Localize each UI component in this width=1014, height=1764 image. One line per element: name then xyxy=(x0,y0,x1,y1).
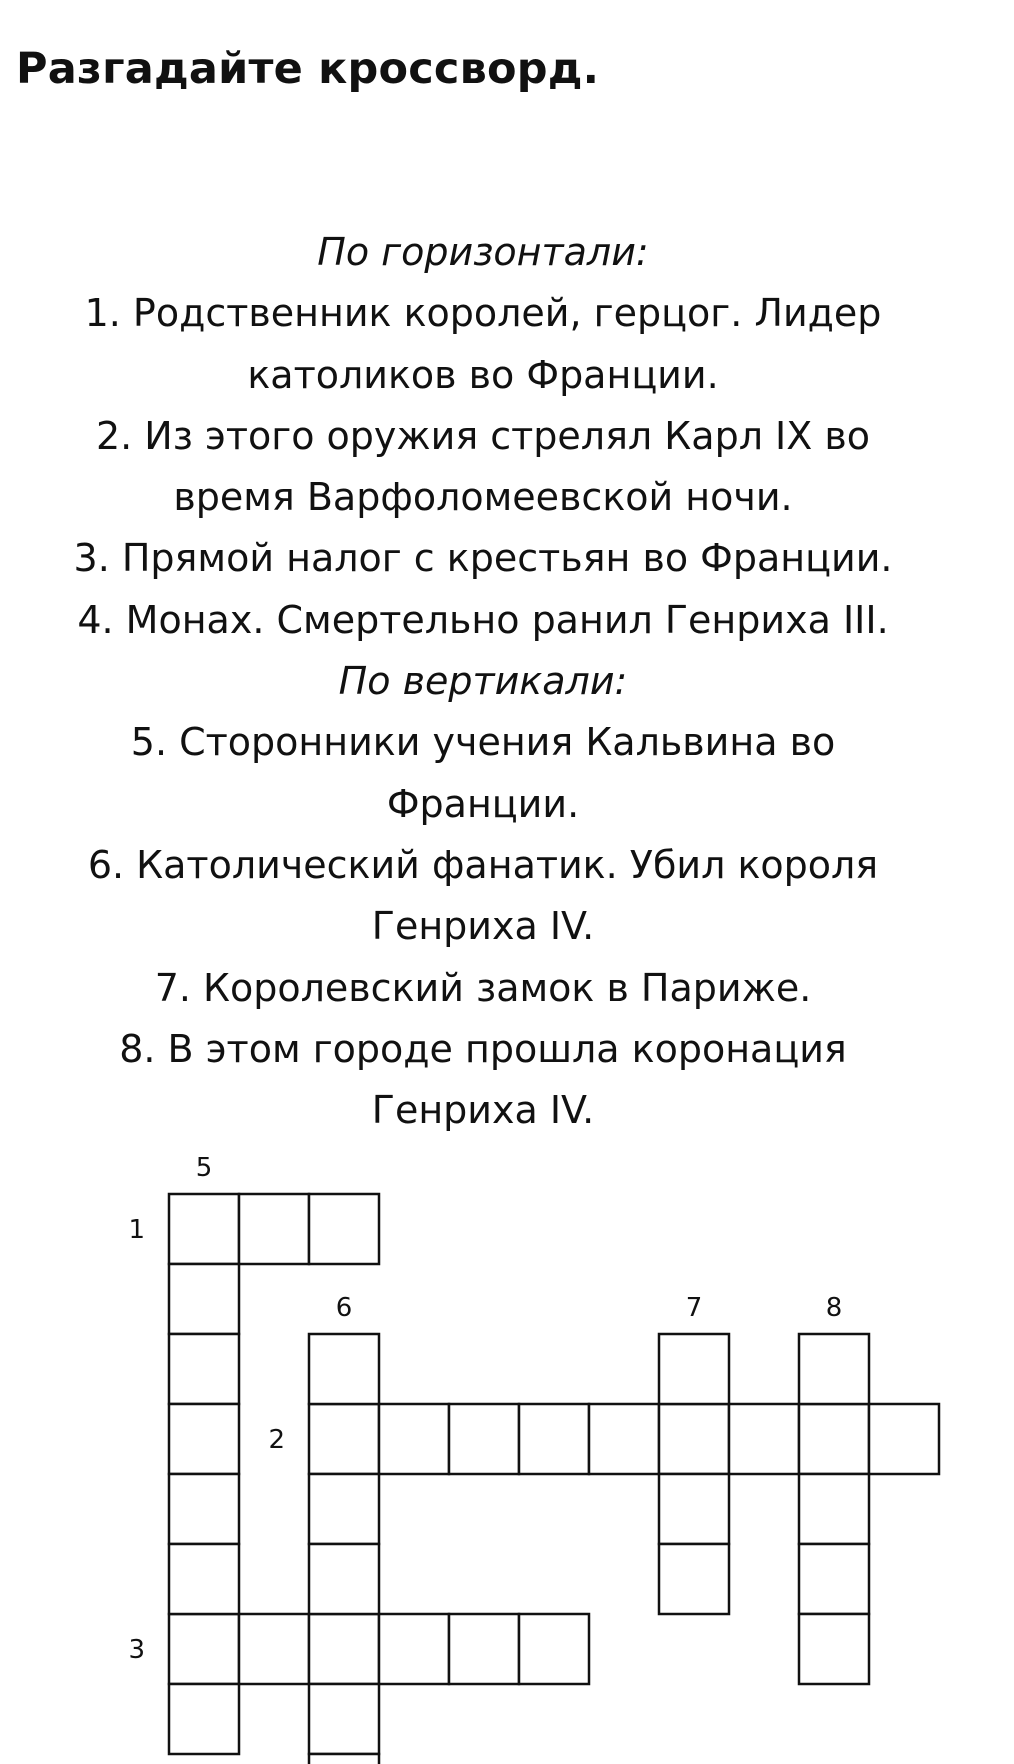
crossword-cell[interactable] xyxy=(309,1334,379,1404)
crossword-cell[interactable] xyxy=(869,1404,939,1474)
crossword-cell[interactable] xyxy=(799,1404,869,1474)
crossword-cell[interactable] xyxy=(309,1614,379,1684)
crossword-cell[interactable] xyxy=(309,1474,379,1544)
crossword-cell[interactable] xyxy=(169,1474,239,1544)
across-heading: По горизонтали: xyxy=(317,230,649,274)
crossword-cell[interactable] xyxy=(379,1614,449,1684)
clue-number-1: 1 xyxy=(128,1215,145,1245)
crossword-cell[interactable] xyxy=(169,1194,239,1264)
crossword-cell[interactable] xyxy=(799,1334,869,1404)
down-heading: По вертикали: xyxy=(338,659,628,704)
clue-number-6: 6 xyxy=(335,1293,353,1323)
crossword-cell[interactable] xyxy=(239,1194,309,1264)
crossword-cell[interactable] xyxy=(169,1544,239,1614)
crossword-cell[interactable] xyxy=(729,1404,799,1474)
crossword-cell[interactable] xyxy=(309,1684,379,1754)
clue-5-line-1: 5. Сторонники учения Кальвина во xyxy=(130,720,836,765)
crossword-cell[interactable] xyxy=(659,1334,729,1404)
crossword-cell[interactable] xyxy=(449,1614,519,1684)
clue-number-7: 7 xyxy=(685,1293,703,1323)
clue-6-line-2: Генриха IV. xyxy=(371,904,595,949)
crossword-cell[interactable] xyxy=(659,1544,729,1614)
clue-1-line-2: католиков во Франции. xyxy=(247,352,719,397)
crossword-cell[interactable] xyxy=(309,1194,379,1264)
crossword-cell[interactable] xyxy=(309,1754,379,1764)
clue-2-line-2: время Варфоломеевской ночи. xyxy=(173,475,793,520)
clue-number-2: 2 xyxy=(268,1425,285,1455)
clue-5-line-2: Франции. xyxy=(386,781,580,826)
clue-6-line-1: 6. Католический фанатик. Убил короля xyxy=(87,842,879,887)
clue-1-line-1: 1. Родственник королей, герцог. Лидер xyxy=(84,291,882,336)
crossword-cell[interactable] xyxy=(379,1404,449,1474)
clue-number-5: 5 xyxy=(195,1153,213,1183)
clue-4: 4. Монах. Смертельно ранил Генриха III. xyxy=(77,597,889,642)
crossword-cell[interactable] xyxy=(169,1264,239,1334)
crossword-cell[interactable] xyxy=(309,1404,379,1474)
crossword-cell[interactable] xyxy=(449,1404,519,1474)
clue-7: 7. Королевский замок в Париже. xyxy=(154,965,812,1010)
crossword-cell[interactable] xyxy=(659,1404,729,1474)
crossword-cell[interactable] xyxy=(799,1544,869,1614)
crossword-cell[interactable] xyxy=(659,1474,729,1544)
crossword-cell[interactable] xyxy=(309,1544,379,1614)
clue-number-3: 3 xyxy=(128,1635,145,1665)
crossword-cell[interactable] xyxy=(169,1404,239,1474)
crossword-cell[interactable] xyxy=(169,1334,239,1404)
clue-8-line-2: Генриха IV. xyxy=(371,1088,595,1133)
crossword-cell[interactable] xyxy=(519,1404,589,1474)
crossword-cell[interactable] xyxy=(169,1614,239,1684)
crossword-cell[interactable] xyxy=(169,1684,239,1754)
clue-3: 3. Прямой налог с крестьян во Франции. xyxy=(73,536,893,581)
page-title: Разгадайте кроссворд. xyxy=(16,44,600,94)
crossword-cell[interactable] xyxy=(799,1474,869,1544)
clue-8-line-1: 8. В этом городе прошла коронация xyxy=(119,1026,847,1071)
crossword-cell[interactable] xyxy=(519,1614,589,1684)
clue-2-line-1: 2. Из этого оружия стрелял Карл IX во xyxy=(95,413,871,458)
crossword-cell[interactable] xyxy=(589,1404,659,1474)
crossword-cell[interactable] xyxy=(239,1614,309,1684)
crossword-cell[interactable] xyxy=(799,1614,869,1684)
clue-number-8: 8 xyxy=(825,1293,843,1323)
